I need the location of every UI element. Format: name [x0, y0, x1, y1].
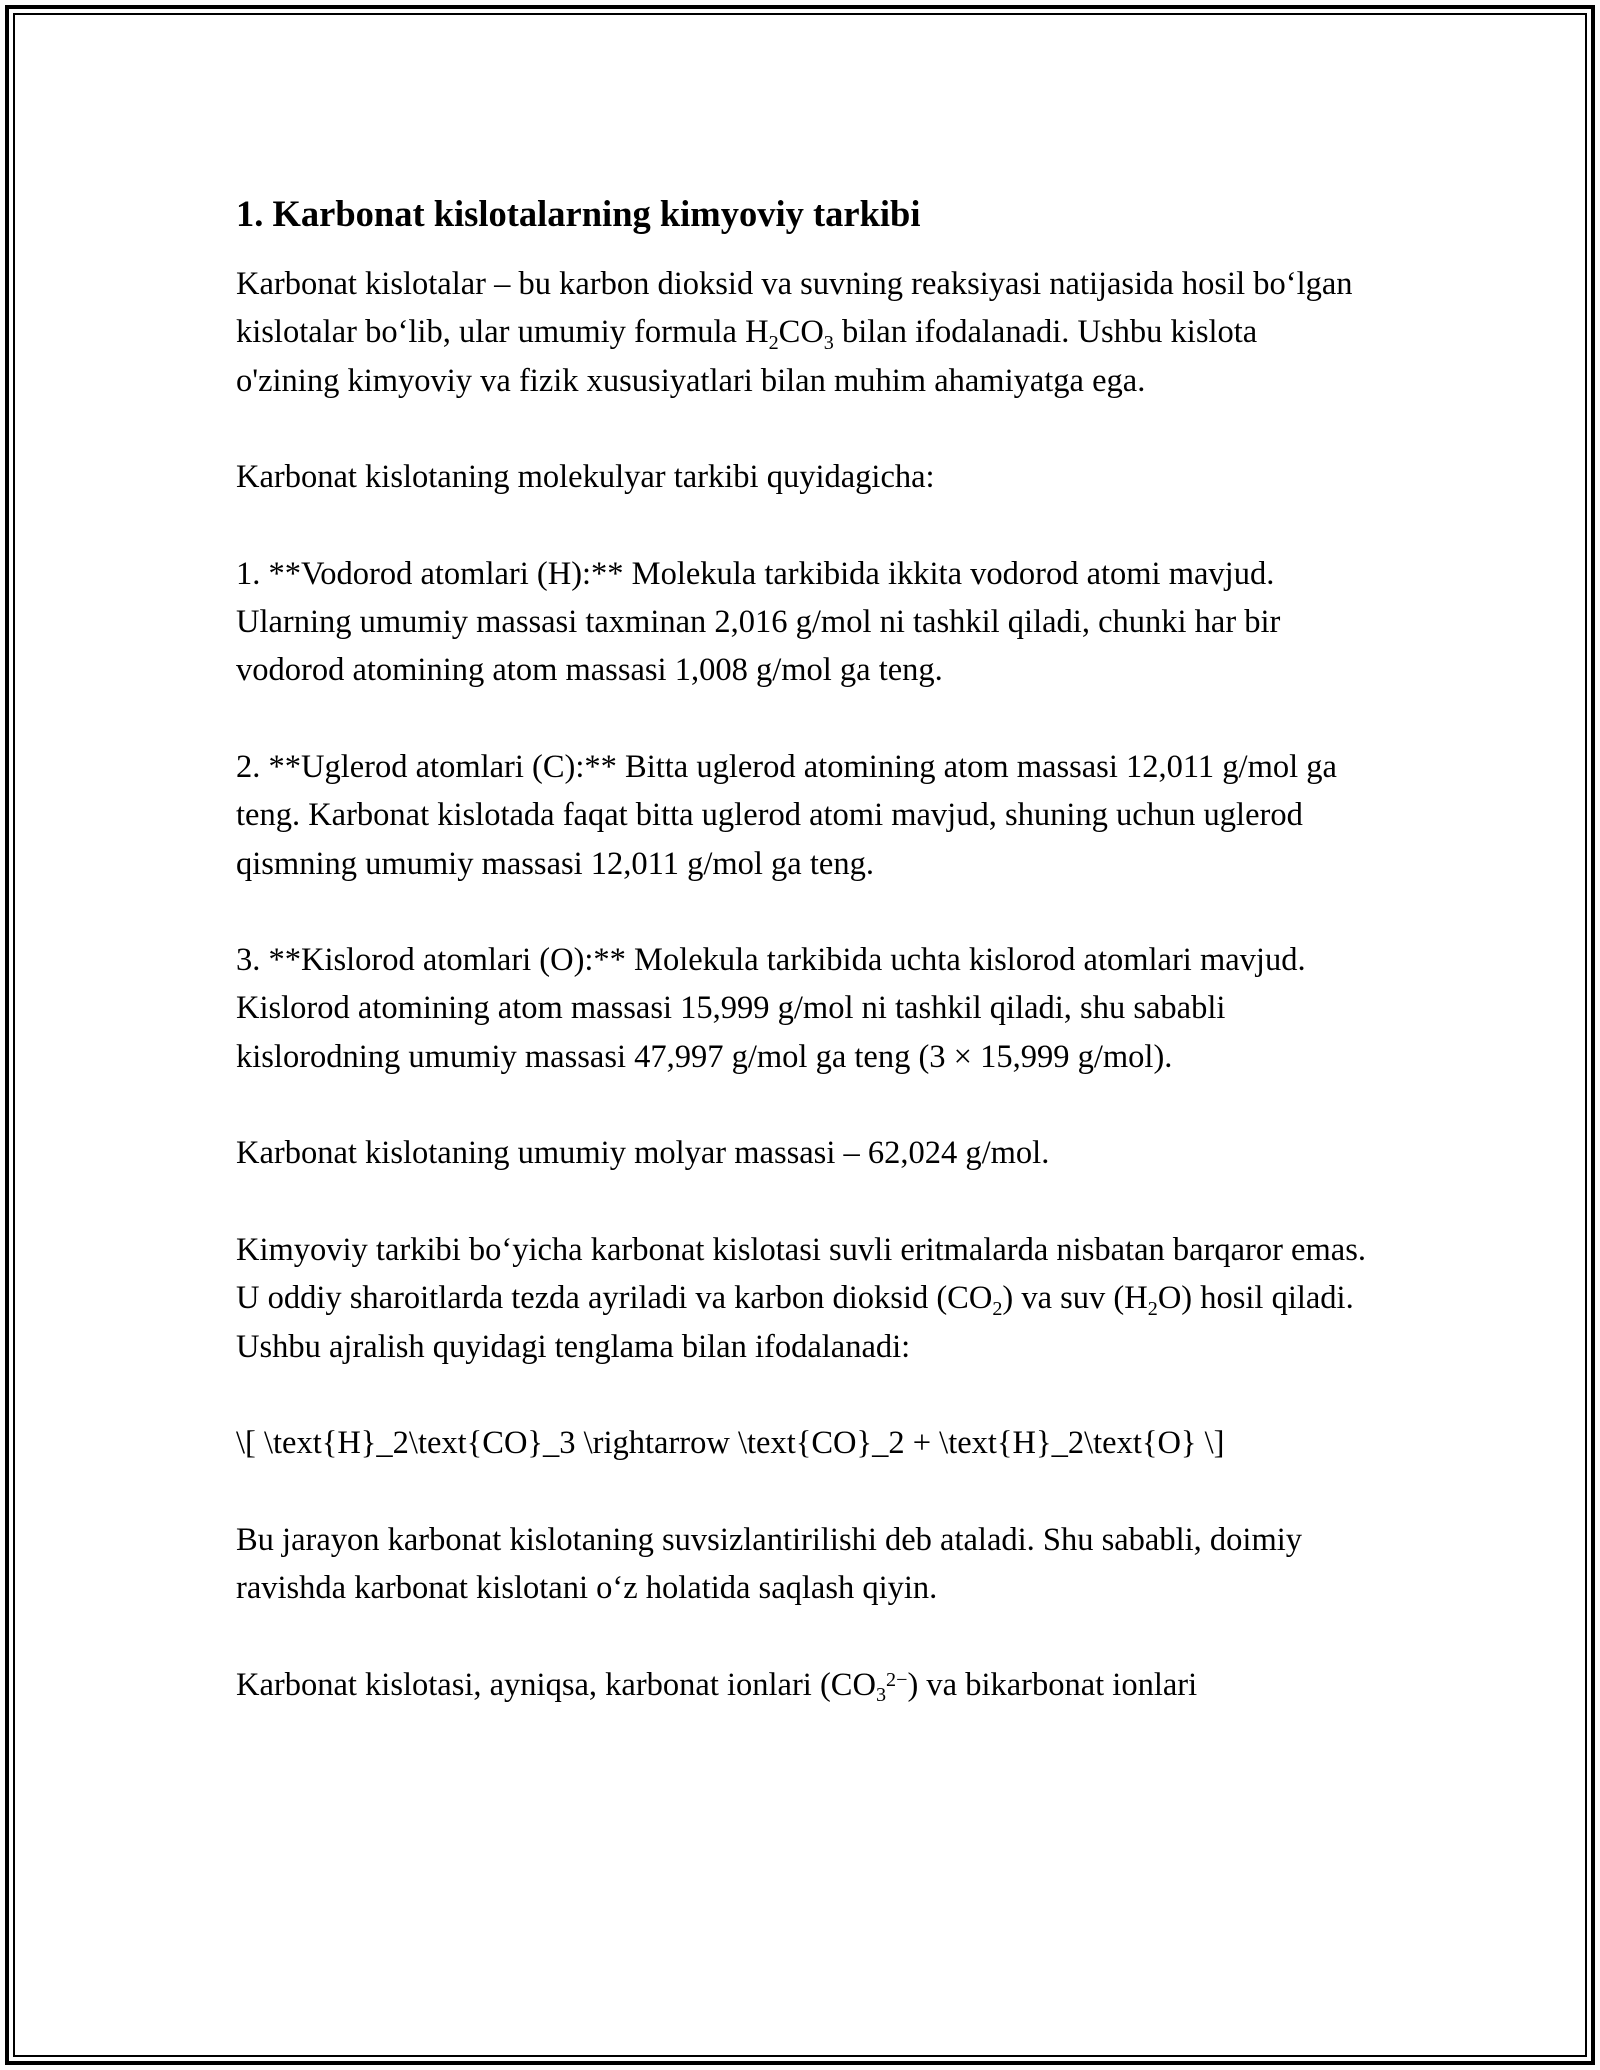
equation-line: \[ \text{H}_2\text{CO}_3 \rightarrow \text{CO}_2 + \text{H}_2\text{O} \] — [236, 1425, 1225, 1462]
ions-text-1: Karbonat kislotasi, ayniqsa, karbonat ionlari (CO — [236, 1666, 876, 1703]
formula-co: CO — [778, 314, 824, 351]
ions-text-2: ) va bikarbonat ionlari — [907, 1666, 1198, 1703]
intro-paragraph — [236, 260, 1366, 405]
molar-mass-paragraph: Karbonat kislotaning umumiy molyar massasi – 62,024 g/mol. — [236, 1135, 1050, 1172]
dehydration-paragraph: Bu jarayon karbonat kislotaning suvsizlantirilishi deb ataladi. Shu sababli, doimiy ravishda karbonat kislotani o‘z holatida saqlash qiyin. — [236, 1521, 1303, 1607]
stability-text-3: O) hosil qiladi. Ushbu ajralish quyidagi tenglama bilan ifodalanadi: — [236, 1280, 1354, 1365]
formula-co-subscript: 3 — [823, 331, 834, 354]
intro-text-end: bilan ifodalanadi. Ushbu kislota o'zining kimyoviy va fizik xususiyatlari bilan muhim ahamiyatga ega. — [236, 314, 1258, 399]
ions-paragraph — [236, 1661, 1366, 1709]
hydrogen-paragraph: 1. **Vodorod atomlari (H):** Molekula tarkibida ikkita vodorod atomi mavjud. Ularning umumiy massasi taxminan 2,016 g/mol ni tashkil qiladi, chunki har bir vodorod atomining atom massasi 1,008 g/mol ga teng. — [236, 555, 1281, 689]
h2o-subscript: 2 — [1147, 1297, 1158, 1320]
formula-h: H — [745, 314, 769, 351]
composition-intro: Karbonat kislotaning molekulyar tarkibi quyidagicha: — [236, 459, 935, 496]
stability-text-2: ) va suv (H — [1002, 1280, 1148, 1317]
document-body — [236, 190, 1366, 1709]
co2-subscript: 2 — [992, 1297, 1003, 1320]
carbon-paragraph: 2. **Uglerod atomlari (C):** Bitta uglerod atomining atom massasi 12,011 g/mol ga teng. Karbonat kislotada faqat bitta uglerod atomi mavjud, shuning uchun uglerod qismning umumiy massasi 12,011 g/mol ga teng. — [236, 748, 1337, 882]
stability-paragraph — [236, 1226, 1366, 1371]
oxygen-paragraph: 3. **Kislorod atomlari (O):** Molekula tarkibida uchta kislorod atomlari mavjud. Kislorod atomining atom massasi 15,999 g/mol ni tashkil qiladi, shu sababli kislorodning umumiy massasi 47,997 g/mol ga teng (3 × 15,999 g/mol). — [236, 942, 1306, 1075]
formula-h-subscript: 2 — [768, 331, 779, 354]
stability-text-1: Kimyoviy tarkibi bo‘yicha karbonat kislotasi suvli eritmalarda nisbatan barqaror emas. U oddiy sharoitlarda tezda ayriladi va karbon dioksid (CO — [236, 1231, 1366, 1317]
section-heading: 1. Karbonat kislotalarning kimyoviy tarkibi — [236, 193, 921, 234]
co3-charge-superscript: 2− — [886, 1668, 908, 1691]
intro-text: Karbonat kislotalar – bu karbon dioksid va suvning reaksiyasi natijasida hosil bo‘lgan kislotalar bo‘lib, ular umumiy formula — [236, 266, 1353, 351]
co3-subscript: 3 — [875, 1684, 887, 1707]
